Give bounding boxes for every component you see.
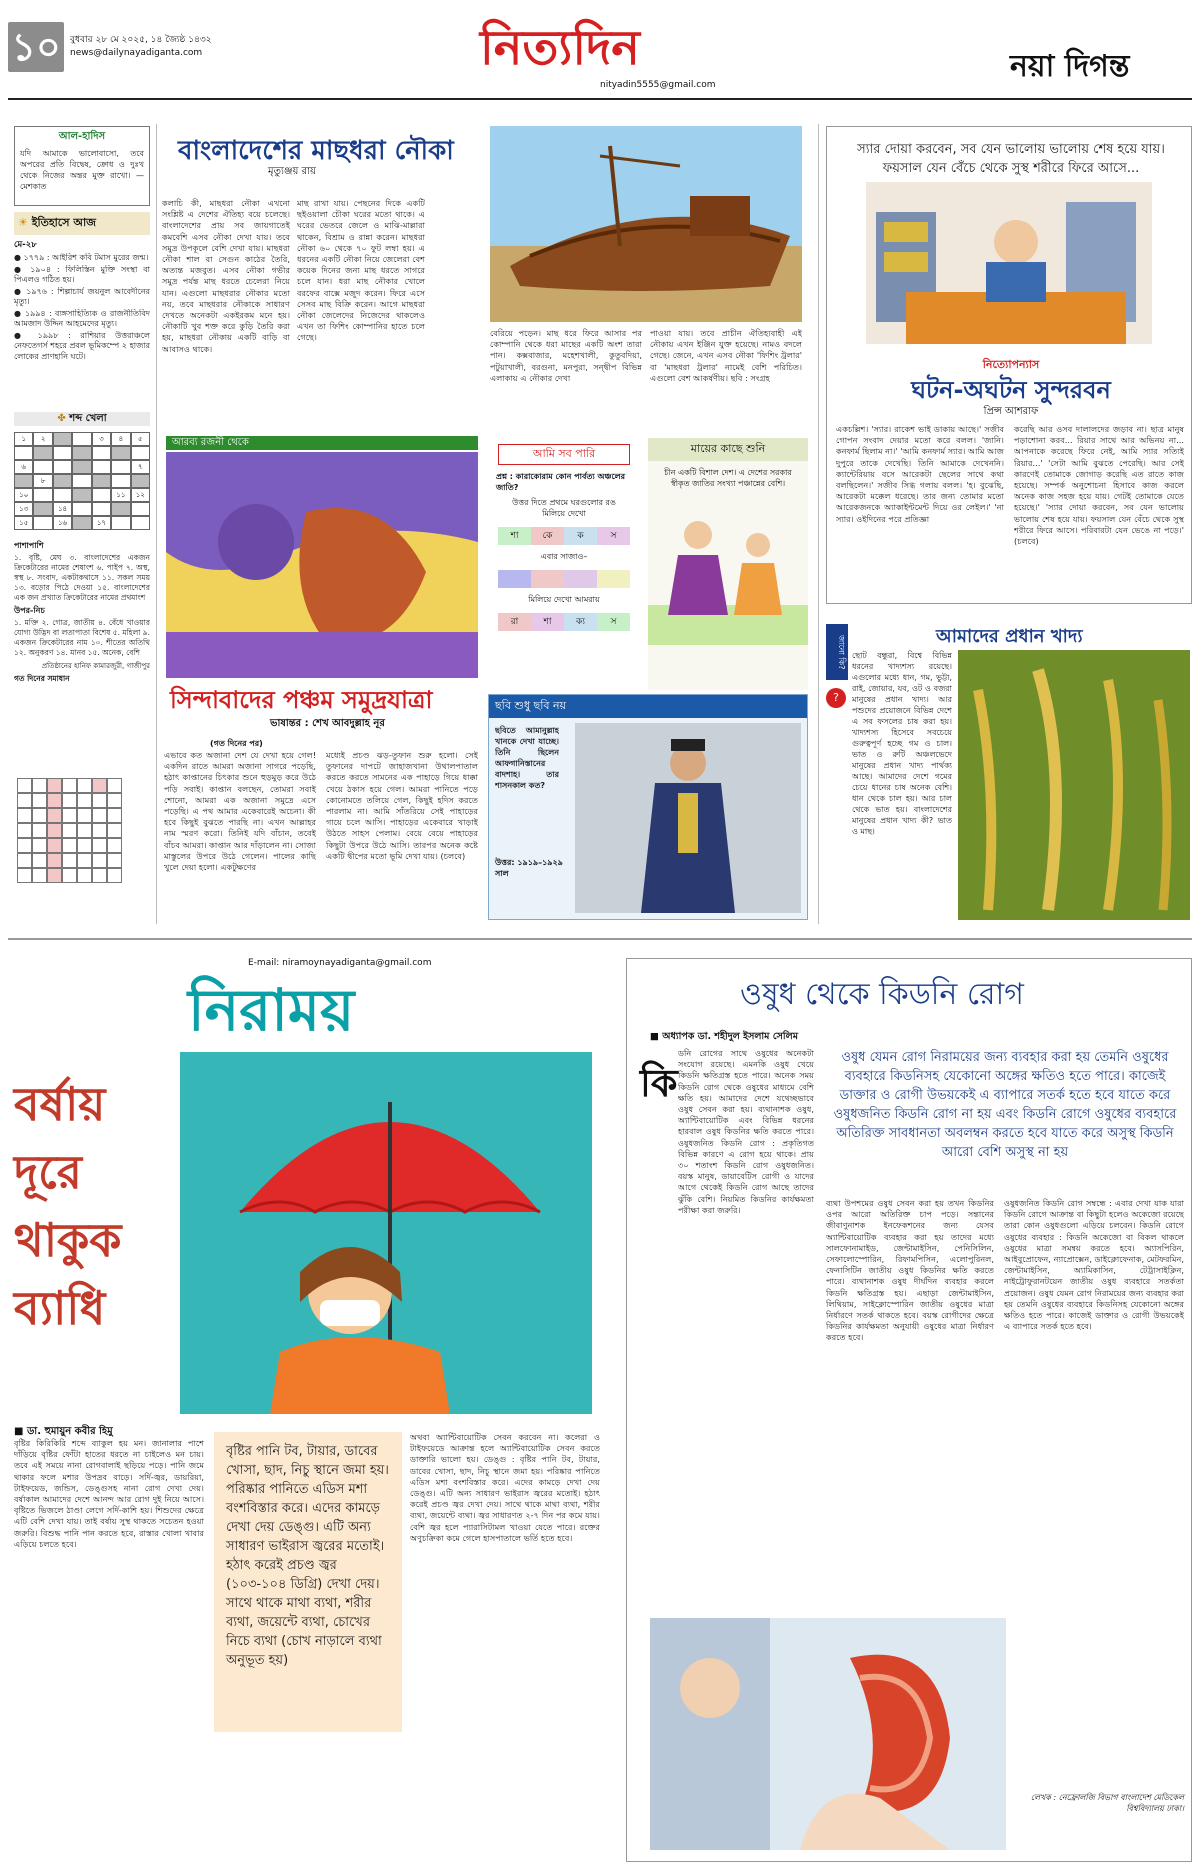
ami-question: প্রশ্ন : কারাকোরাম কোন পার্বত্য অঞ্চলের জাতি?	[496, 472, 626, 492]
solution-cell	[17, 868, 32, 883]
crossword-cell[interactable]	[72, 516, 91, 530]
crossword-cell[interactable]: ১৩	[14, 502, 33, 516]
story-tagline: স্যার দোয়া করবেন, সব যেন ভালোয় ভালোয় শেষ হয়ে যায়। ফয়সাল যেন বেঁচে থেকে সুস্থ শরীরে ফিরে আসে...	[857, 142, 1165, 176]
solution-cell	[62, 838, 77, 853]
crossword-cell[interactable]	[33, 502, 52, 516]
solution-cell	[47, 778, 62, 793]
solution-cell	[107, 793, 122, 808]
food-title: আমাদের প্রধান খাদ্য	[936, 626, 1083, 647]
date-line: বুধবার ২৮ মে ২০২৫, ১৪ জ্যৈষ্ঠ ১৪৩২	[70, 35, 212, 45]
story-title: ঘটন-অঘটন সুন্দরবন	[911, 376, 1111, 404]
wordplay-title: ✤ শব্দ খেলা	[14, 412, 150, 426]
history-item: ● ১৭৭৯ : আইরিশ কবি টমাস মুরের জন্ম।	[14, 253, 149, 262]
solution-cell	[107, 838, 122, 853]
solution-cell	[77, 838, 92, 853]
hadith-title: আল-হাদিস	[58, 131, 106, 142]
headline-line: বর্ষায়	[14, 1077, 106, 1131]
crossword-cell[interactable]: ১৪	[53, 502, 72, 516]
crossword-cell[interactable]	[92, 474, 111, 488]
crossword-cell[interactable]	[131, 502, 150, 516]
solution-cell	[17, 778, 32, 793]
solution-cell	[62, 793, 77, 808]
across-clues: ১. বৃষ্টি, মেঘ ৩. বাংলাদেশের একজন ক্রিকেটারের নামের শেষাংশ ৬. পাইপ ৭. অস্থ, স্বস্থ ৮. সংবাদ, একটাকথাসে ১১. সকল সময় ১৩. বড়োর পিঠে দেওয়া ১৫. বাংলাদেশের এক জন প্রখ্যাত ক্রিকেটারের নামের প্রথমাংশ	[14, 553, 150, 602]
crossword-cell[interactable]	[111, 460, 130, 474]
mayer-text: চীন একটি বিশাল দেশ। এ দেশের সরকার স্বীকৃত জাতির সংখ্যা পঞ্চান্নের বেশি।	[664, 468, 792, 488]
crossword-cell[interactable]	[53, 460, 72, 474]
solution-cell	[107, 823, 122, 838]
history-item: ● ১৯৯৪ : ব্যঙ্গসাহিত্যিক ও রাজনীতিবিদ আমজাদ উদ্দিন আহমেদের মৃত্যু।	[14, 308, 150, 328]
header-email[interactable]: news@dailynayadiganta.com	[70, 48, 203, 58]
crossword-cell[interactable]: ১২	[131, 488, 150, 502]
solution-cell	[107, 808, 122, 823]
boat-col1: কলাচি কী, মাছধরা নৌকা এখনো সংশ্লিষ্ট এ দেশের ঐতিহ্য বয়ে চলেছে। বাংলাদেশের প্রায় সব জায়গাতেই কমবেশি এসব নৌকা দেখা যায়। তবে সমুদ্র উপকূলে বেশি দেখা যায়। মাছধরা নৌকা শাল বা সেগুন কাঠের তৈরি, অত্যন্ত মজবুত। এসব নৌকা গভীর সমুদ্র পর্যন্ত মাছ ধরতে চেলেরা নিয়ে যান। এগুলো মাছধরার নৌকার মতো নয়, তবে মাছধরার নৌকাকে সাধারণ দেখতে অনেকটা একইরকম মনে হয়। নৌকাটি খুব শক্ত করে কুড়ি তৈরি করা হয়, মাছধরা নৌকায় একটি বাড়ি বা আবাসও থাকে।	[162, 198, 290, 354]
solution-cell	[32, 808, 47, 823]
ami-tag: আমি সব পারি	[498, 444, 630, 465]
ami-box	[488, 438, 640, 690]
crossword-cell[interactable]	[92, 446, 111, 460]
niramoy-col3: অথবা অ্যান্টিবায়োটিক সেবন করবেন না। কলেরা ও টাইফয়েডে আক্রান্ত হলে অ্যান্টিবায়োটিক সেবন করতে ডাক্তারি ভালো হয়। ডেঙ্গু : বৃষ্টির পানি টব, টায়ার, ডাবের খোসা, ছাদ, নিচু স্থানে জমা হয়। পরিষ্কার পানিতে এডিস মশা বংশবিস্তার করে। এদের কামড়ে দেখা দেয় ডেঙ্গু। এটি অন্য সাধারণ ভাইরাস জ্বরের মতোই। হঠাৎ করেই প্রচণ্ড জ্বর দেখা দেয়। সাথে থাকে মাথা ব্যথা, শরীর ব্যথা, জয়েন্টে ব্যথা। জ্বর সাধারণত ২-৭ দিন পর কমে যায়। বেশি জ্বর হলে প্যারাসিটামল খাওয়া যেতে পারে। রক্তের অণুচক্রিকা কমে গেলে হাসপাতালে ভর্তি হতে হবে।	[410, 1432, 600, 1543]
bulb-icon: ?	[826, 688, 846, 708]
ami-line2: এবার সাজাও–	[540, 552, 588, 561]
ami-cell: স	[597, 613, 630, 631]
boat-col2: মাছ রাখা যায়। পেছনের দিকে একটি ছইওয়ালা চৌকা ঘরের মতো থাকে। এ ঘরের ভেতরে জেলে ও মাঝি-মাল্লারা থাকেন, বিশ্রাম ও রান্না করেন। মাছধরা নৌকা ৬০ থেকে ৭০ ফুট লম্বা হয়। এ ধরনের একটি নৌকা নিয়ে জেলেরা বেশ কয়েক দিনের জন্য মাছ ধরতে সাগরে চলে যান। ধরা মাছ নৌকার খোলে বরফের বাক্সে মজুদ করেন। ফিরে এসে সেসব মাছ বিক্রি করেন। আগে মাছধরা নৌকা জেলেদের নিজেদের থাকলেও এখন তা ফিশিং কোম্পানির হাতে চলে গেছে।	[297, 198, 425, 343]
crossword-cell[interactable]	[72, 502, 91, 516]
solution-cell	[47, 808, 62, 823]
crossword-cell[interactable]: ১	[14, 432, 33, 446]
arabian-col2: মধ্যেই প্রচণ্ড ঝড়-তুফান শুরু হলো। সেই তুফানের দাপটে জাহাজখানা উথালপাতাল করতে করতে সামনের এক পাহাড়ে গিয়ে ধাক্কা খেয়ে ঠকাস হয়ে গেল। আমরা পানিতে পড়ে কোনোমতে তলিয়ে গেল, কিছুই হদিস করতে পারলাম না। আমি সাঁতরিয়ে সেই পাহাড়ের গায়ে চলে আসি। পাহাড়ের একেবারে খাড়াই উঠতে সাহস পেলাম। বেয়ে বেয়ে পাহাড়ের কিছুটা উপরে উঠে আসি। তারপর অনেক কষ্টে একটি দ্বীপের মতো ভূমি দেখা যায়। (চলবে)	[326, 750, 478, 861]
story-author: প্রিন্স আশরাফ	[983, 406, 1039, 417]
history-item: ● ১৯৯৮ : রাশিয়ার উত্তরাঞ্চলে নেফতেগর্স শহরে প্রবল ভূমিকম্পে ২ হাজার লোকের প্রাণহানি ঘটে।	[14, 330, 150, 361]
mayer-tag: মায়ের কাছে শুনি	[648, 438, 808, 461]
headline-line: থাকুক	[14, 1213, 122, 1267]
kidney-photo	[650, 1618, 1006, 1850]
solution-cell	[107, 778, 122, 793]
crossword-cell[interactable]	[92, 460, 111, 474]
headline-line: ব্যাধি	[14, 1281, 106, 1335]
solution-cell	[47, 838, 62, 853]
solution-cell	[62, 808, 77, 823]
crossword-cell[interactable]	[111, 474, 130, 488]
arabian-col1: এভাবে কত অজানা দেশ যে দেখা হয়ে গেল! একদিন রাতে আমরা অজানা সাগরে পড়েছি, হঠাৎ কাপ্তানের চিৎকার শুনে হুড়মুড় করে উঠে পড়ি সবাই। কাপ্তান বলছেন, তোমরা সবাই শোনো, আমরা এক অজানা সমুদ্রে এসে পড়েছি। এ পথ আমার একেবারেই অচেনা। কী হবে কিছুই বুঝতে পারছি না। এখন আল্লাহর নাম স্মরণ করো। তিনিই যদি বাঁচান, তবেই বাঁচব আমরা। কাপ্তান আর দাঁড়ালেন না। সোজা মাস্তুলের উপরে উঠে গেলেন। পালের কাছি খুলে দেয়া হলো। একটুক্ষণের	[164, 750, 316, 873]
flower-icon: ✤	[57, 413, 66, 424]
solution-cell	[92, 793, 107, 808]
arabian-title: সিন্দাবাদের পঞ্চম সমুদ্রযাত্রা	[170, 686, 433, 714]
history-title: ☀ ইতিহাসে আজ	[14, 212, 150, 235]
ami-instruction: উত্তর দিতে প্রথমে ঘরগুলোর রঙ মিলিয়ে দেখো	[512, 498, 616, 518]
solution-cell	[32, 823, 47, 838]
section-divider	[8, 938, 1192, 940]
across-title: পাশাপাশি	[14, 541, 44, 550]
solution-cell	[32, 853, 47, 868]
niramoy-title: নিরাময়	[188, 976, 355, 1044]
solution-cell	[47, 868, 62, 883]
crossword-cell[interactable]	[131, 516, 150, 530]
page-number: ১০	[8, 22, 64, 72]
solution-cell	[47, 853, 62, 868]
square-bullet-icon-2: ■	[650, 1031, 659, 1042]
crossword-cell[interactable]	[53, 488, 72, 502]
down-clues: ১. মক্তি ২. গোত্র, জাতীয় ৪. বেঁধে খাওয়ার যোগ্য উদ্ভিদ বা লতাপাতা বিশেষ ৫. মহিলা ৯. একজন ক্রিকেটারের নাম ১০. শীতের অতিথি ১২. অনুকরণ ১৪. মানব ১৫. অনেক, বেশি	[14, 618, 150, 657]
paper-logo: নয়া দিগন্ত	[1010, 49, 1130, 84]
crossword-cell[interactable]: ১০	[14, 488, 33, 502]
niramoy-email: E-mail: niramoynayadiganta@gmail.com	[248, 958, 432, 968]
history-item: ● ১৯০৪ : ফিলিস্তিন মুক্তি সংস্থা বা পিএলও গঠিত হয়।	[14, 264, 150, 284]
crossword-cell[interactable]: ১৬	[53, 516, 72, 530]
crossword-cell[interactable]	[53, 474, 72, 488]
ami-cell: রা	[498, 613, 531, 631]
ami-cell: ক	[564, 527, 597, 545]
ami-row1	[498, 527, 630, 545]
down-title: উপর-নিচ	[14, 606, 45, 615]
story-illustration	[866, 182, 1152, 344]
food-vertical-tag: জানো কি?	[826, 624, 848, 680]
history-list	[14, 253, 150, 362]
chobi-answer: উত্তর: ১৯১৯–১৯২৯ সাল	[495, 858, 563, 878]
crossword-cell[interactable]: ১১	[111, 488, 130, 502]
ami-row2	[498, 613, 630, 631]
niramoy-col1: বৃষ্টির কিরিকিরি শব্দে ব্যাকুল হয় মন। জানালার পাশে দাঁড়িয়ে বৃষ্টির ফোঁটা হাতের ধরতে না চাইলেও মন চায়। তবে এই সময়ে নানা রোগবালাই ছড়িয়ে পড়ে। পানি জমে থাকার ফলে মশার উপদ্রব বাড়ে। সর্দি-জ্বর, ডায়রিয়া, টাইফয়েড, জন্ডিস, ডেঙ্গুসহ নানা রোগ দেখা দেয়। বর্ষাকাল আমাদের দেশে আনন্দ আর রোগ দুই নিয়ে আসে। বৃষ্টিতে ভিজলে ঠাণ্ডা লেগে সর্দি-কাশি হয়। শিশুদের ক্ষেত্রে এটি বেশি দেখা যায়। তাই বর্ষায় সুস্থ থাকতে সচেতন হওয়া জরুরি। বিশুদ্ধ পানি পান করতে হবে, রাস্তার খোলা খাবার এড়িয়ে চলতে হবে।	[14, 1438, 204, 1549]
chobi-text: ছবিতে আমানুল্লাহ খানকে দেখা যাচ্ছে। তিনি ছিলেন আফগানিস্তানের বাদশাহ। তার শাসনকাল কত?	[495, 726, 559, 790]
crossword-cell[interactable]: ৮	[33, 474, 52, 488]
solution-cell	[92, 808, 107, 823]
arabian-illustration	[166, 452, 478, 678]
solution-cell	[32, 868, 47, 883]
crossword-cell[interactable]	[111, 516, 130, 530]
solution-cell	[32, 793, 47, 808]
section-title: নিত্যদিন	[480, 20, 640, 76]
niramoy-headline	[14, 1070, 174, 1342]
ami-cell: শা	[498, 527, 531, 545]
crossword-grid[interactable]	[14, 432, 150, 530]
crossword-cell[interactable]	[131, 474, 150, 488]
solution-cell	[92, 823, 107, 838]
composer: প্রতিষ্ঠানের হানিফ কামারজুরী, গাজীপুর	[41, 662, 150, 670]
rice-photo	[958, 650, 1190, 920]
solution-cell	[92, 868, 107, 883]
arabian-translator: ভাষান্তর : শেখ আবদুল্লাহ নূর	[270, 718, 385, 729]
solution-cell	[32, 838, 47, 853]
solution-cell	[77, 808, 92, 823]
solution-cell	[77, 853, 92, 868]
kidney-author: ■ অধ্যাপক ডা. শহীদুল ইসলাম সেলিম	[650, 1031, 798, 1042]
history-date: মে-২৮	[14, 240, 37, 250]
boat-photo	[490, 126, 802, 322]
hadith-text: যদি আমাকে ভালোবাসো, তবে অপরের প্রতি বিদ্বেষ, ক্রোধ ও দুঃখ থেকে নিজের অন্তর মুক্ত রাখো। —মেশকাত	[20, 149, 144, 191]
solution-cell	[107, 868, 122, 883]
solution-cell	[32, 778, 47, 793]
ami-color-strip	[498, 570, 630, 588]
food-text: ছোট বন্ধুরা, বিশ্বে বিভিন্ন ধরনের খাদ্যশস্য রয়েছে। এগুলোর মধ্যে ধান, গম, ভুট্টা, রাই, জোয়ার, যব, ওট ও বজরা মানুষের প্রধান খাদ্য। আর পশুদের প্রয়োজনে বিভিন্ন দেশে এ সব ফসলের চাষ করা হয়। খাদ্যশস্য হিসেবে সবচেয়ে গুরুত্বপূর্ণ হচ্ছে গম ও চাল। ভাত ও রুটি অঞ্চলভেদে মানুষের প্রধান খাদ্য পার্থক্য আছে। আমাদের দেশে গমের চেয়ে ধানের চাষ অনেক বেশি। ধান থেকে চাল হয়। আর চাল থেকে ভাত হয়। বাংলাদেশের মানুষের প্রধান খাদ্য কী? ভাত ও মাছ।	[852, 651, 952, 836]
crossword-cell[interactable]	[72, 460, 91, 474]
crossword-cell[interactable]	[72, 432, 91, 446]
children-illustration	[648, 495, 808, 645]
solution-cell	[62, 868, 77, 883]
col-divider	[156, 124, 157, 924]
umbrella-illustration	[180, 1052, 592, 1414]
crossword-cell[interactable]: ১৭	[92, 516, 111, 530]
header-rule	[8, 98, 1192, 100]
kidney-col2: ব্যথা উপশমের ওষুধ সেবন করা হয় তখন কিডনির ওপর আরো অতিরিক্ত চাপ পড়ে। সন্তানের জীবাণুনাশক ইনফেকশনের জন্য যেসব অ্যান্টিবায়োটিক ব্যবহার করা হয় তাদের মধ্যে সালফোনামাইড, জেন্টামাইসিন, পেনিসিলিন, সেফালোস্পোরিন, রিফামপিসিন, এলোপুরিনল, ফেনাসিটিন জাতীয় ওষুধ কিডনির ক্ষতি করতে পারে। ব্যথানাশক ওষুধ দীর্ঘদিন ব্যবহার করলে কিডনি ক্ষতিগ্রস্ত হয়। এছাড়া জেন্টামাইসিন, লিথিয়াম, সাইক্লোস্পোরিন জাতীয় ওষুধের মাত্রা নির্ধারণে সতর্ক থাকতে হবে। বয়স্ক রোগীদের ক্ষেত্রে কিডনির কার্যক্ষমতা অনুযায়ী ওষুধের মাত্রা নির্ধারণ করতে হবে।	[826, 1198, 994, 1343]
crossword-cell[interactable]	[92, 488, 111, 502]
crossword-cell[interactable]	[72, 446, 91, 460]
mayer-box	[648, 438, 808, 690]
crossword-cell[interactable]	[33, 460, 52, 474]
col-divider-2	[818, 124, 819, 924]
kidney-col1: ডনি রোগের সাথে ওষুধের অনেকটা সংযোগ রয়েছে। এমনকি ওষুধ খেয়ে কিডনি ক্ষতিগ্রস্ত হতে পারে। অনেক সময় কিডনি রোগ থেকে ওষুধের মাধ্যমে বেশি ক্ষতি হয়। আমাদের দেশে যথেচ্ছভাবে ওষুধ সেবন করা হয়। ব্যথানাশক ওষুধ, অ্যান্টিবায়োটিক এবং বিভিন্ন ধরনের হারবাল ওষুধ কিডনির ক্ষতি করতে পারে। ওষুধজনিত কিডনি রোগ : প্রকৃতিগত বিভিন্ন কারণে এ রোগ হয়ে থাকে। প্রায় ৩০ শতাংশ কিডনি রোগ ওষুধজনিত। বয়স্ক মানুষ, ডায়াবেটিস রোগী ও যাদের আগে থেকেই কিডনি রোগ আছে তাদের ঝুঁকি বেশি। নিয়মিত কিডনির কার্যক্ষমতা পরীক্ষা করা জরুরি।	[678, 1048, 814, 1215]
clues	[14, 540, 150, 686]
crossword-cell[interactable]: ৪	[111, 432, 130, 446]
ami-cell: ক্য	[564, 613, 597, 631]
crossword-cell[interactable]: ১৫	[14, 516, 33, 530]
crossword-cell[interactable]	[92, 502, 111, 516]
ami-cell: স	[597, 527, 630, 545]
crossword-cell[interactable]: ৩	[92, 432, 111, 446]
crossword-cell[interactable]	[53, 446, 72, 460]
kidney-footer: লেখক : নেফ্রোলজি বিভাগ বাংলাদেশ মেডিকেল বিশ্ববিদ্যালয় ঢাকা।	[1030, 1793, 1184, 1813]
crossword-cell[interactable]: ৬	[14, 460, 33, 474]
crossword-cell[interactable]	[33, 488, 52, 502]
ami-cell: শা	[531, 613, 564, 631]
crossword-cell[interactable]	[33, 516, 52, 530]
crossword-cell[interactable]	[53, 432, 72, 446]
section-email: nityadin5555@gmail.com	[600, 80, 716, 90]
story-col1: একচল্লিশ। 'স্যার। রাকেশ ভাই ডাকায় আছে।' সজীব গোপন সংবাদ দেয়ার মতো করে বলল। 'জানি। কনফার্ম ছিলাম না।' 'আমি কনফার্ম স্যার। আমি আজ দুপুরে তাকে দেখেছি। তিনি আমাকে দেখেননি। ক্যান্টেরিয়ায় বসে আরেকটা ছেলের সাথে কথা বলছিলেন।' সজীব সিগ্ধ গলায় বলল। 'হ। বুঝেছি, আরেকটা মক্কেল ধরেছে। তার জন্য তোমার মতো আরেকজনকে অ্যাকাইন্টমেন্ট দিয়ে ওর লেইল।' 'না স্যার। ওইদিনের পরে প্রতিজ্ঞা	[836, 424, 1004, 524]
solution-cell	[107, 853, 122, 868]
boat-title: বাংলাদেশের মাছধরা নৌকা	[178, 136, 454, 166]
crossword-cell[interactable]: ৭	[131, 460, 150, 474]
solution-cell	[62, 823, 77, 838]
crossword-cell[interactable]	[72, 488, 91, 502]
story-col2: করেছি আর ওসব দালালদের জড়াব না। ছাত্র মানুষ পড়াশোনা করব... রিয়ার সাথে আর অভিনয় না... আপনাকে করেছে ফিরে নেই, আমি স্যার সত্যিই রিয়ার...' 'সেটা আমি বুঝতে পেরেছি। আর সেই কারণেই তোমাকে জোগাড় করেছি এত রাতে কাজ হয়েছে। সম্পর্ক অনুশোচনা হিসাবে কাজ করলে অনেক কাজ সহজ হয়ে যায়। গেটই তোমাকে যেতে হয়েছে।' 'স্যার দোয়া করবেন, সব যেন ভালোয় ভালোয় শেষ হয়ে যায়। ফয়সাল যেন বেঁচে থেকে সুস্থ শরীরে ফিরে আসে। পরিবারটা যেন ভেঙে না পড়ে।' (চলবে)	[1014, 424, 1184, 547]
crossword-cell[interactable]	[14, 474, 33, 488]
prev-solution-title: গত দিনের সমাধান	[14, 674, 70, 683]
niramoy-author: ■ ডা. হুমায়ুন কবীর হিমু	[14, 1426, 113, 1437]
solution-cell	[92, 838, 107, 853]
chobi-tag: ছবি শুধু ছবি নয়	[489, 695, 807, 718]
solution-cell	[77, 823, 92, 838]
ami-line3: মিলিয়ে দেখো আমরায়	[528, 595, 600, 604]
solution-cell	[17, 838, 32, 853]
niramoy-quote: বৃষ্টির পানি টব, টায়ার, ডাবের খোসা, ছাদ, নিচু স্থানে জমা হয়। পরিষ্কার পানিতে এডিস মশা বংশবিস্তার করে। এদের কামড়ে দেখা দেয় ডেঙ্গু। এটি অন্য সাধারণ ভাইরাস জ্বরের মতোই। হঠাৎ করেই প্রচণ্ড জ্বর (১০৩-১০৪ ডিগ্রি) দেখা দেয়। সাথে থাকে মাথা ব্যথা, শরীর ব্যথা, জয়েন্টে ব্যথা, চোখের নিচে ব্যথা (চোখ নাড়ালে ব্যথা অনুভূত হয়)	[214, 1432, 402, 1732]
solution-cell	[77, 778, 92, 793]
chobi-box	[488, 694, 808, 920]
arabian-tag: আরব্য রজনী থেকে	[166, 436, 478, 450]
boat-col3: বেরিয়ে পড়েন। মাছ ধরে ফিরে আসার পর কোম্পানি থেকে ধরা মাছের একটি অংশ তারা পান। কক্সবাজার, মহেশখালী, কুতুবদিয়া, পটুয়াখালী, বরগুনা, মনপুরা, সন্দ্বীপ বিভিন্ন এলাকায় এ নৌকার দেখা	[490, 328, 642, 383]
kidney-dropcap: কি	[640, 1061, 678, 1105]
history-item: ● ১৯৭৬ : শিল্পাচার্য জয়নুল আবেদীনের মৃত্যু।	[14, 286, 150, 306]
solution-cell	[62, 778, 77, 793]
solution-cell	[77, 793, 92, 808]
story-series: নিত্যোপন্যাস	[982, 358, 1040, 371]
arabian-prev: (গত দিনের পর)	[210, 739, 263, 748]
ami-cell: কে	[531, 527, 564, 545]
square-bullet-icon: ■	[14, 1426, 24, 1437]
solution-cell	[17, 808, 32, 823]
solution-cell	[17, 853, 32, 868]
crossword-cell[interactable]	[14, 446, 33, 460]
crossword-cell[interactable]: ২	[33, 432, 52, 446]
crossword-cell[interactable]	[33, 446, 52, 460]
crossword-cell[interactable]	[131, 446, 150, 460]
history-box	[14, 212, 150, 363]
crossword-cell[interactable]	[111, 502, 130, 516]
solution-cell	[17, 823, 32, 838]
prev-solution-grid	[17, 778, 122, 883]
crossword-cell[interactable]	[72, 474, 91, 488]
solution-cell	[47, 823, 62, 838]
hadith-box	[14, 126, 150, 206]
kidney-col3: ওষুধজনিত কিডনি রোগ সম্বন্ধে : এবার দেখা যাক যারা কিডনি রোগে আক্রান্ত বা কিছুটা হলেও অকেজো রয়েছে তারা কোন ওষুধগুলো এড়িয়ে চলবেন। কিডনি রোগে ওষুধের ব্যবহার : কিডনি অকেজো বা বিকল থাকলে ওষুধের মাত্রা সমন্বয় করতে হবে। অ্যাসপিরিন, আইবুপ্রোফেন, ন্যাপ্রোক্সেন, ডাইক্লোফেনাক, মেটফরমিন, জেন্টামাইসিন, অ্যামিকাসিন, টেট্রাসাইক্লিন, নাইট্রোফুরানটয়েন জাতীয় ওষুধ ব্যবহারে সতর্কতা প্রয়োজন। ওষুধ যেমন রোগ নিরাময়ের জন্য ব্যবহার করা হয় তেমনি ওষুধের ব্যবহারে কিডনিসহ যেকোনো অঙ্গের ক্ষতিও হতে পারে। কাজেই ডাক্তার ও রোগী উভয়কেই এ ব্যাপারে সতর্ক হতে হবে।	[1004, 1198, 1184, 1332]
kidney-lead: ওষুধ যেমন রোগ নিরাময়ের জন্য ব্যবহার করা হয় তেমনি ওষুধের ব্যবহারে কিডনিসহ যেকোনো অঙ্গের ক্ষতিও হতে পারে। কাজেই ডাক্তার ও রোগী উভয়কেই এ ব্যাপারে সতর্ক হতে হবে যাতে করে ওষুধজনিত কিডনি রোগ না হয় এবং কিডনি রোগে ওষুধের ব্যবহারে অতিরিক্ত সাবধানতা অবলম্বন করতে হবে যাতে করে অসুস্থ কিডনি আরো বেশি অসুস্থ না হয়	[833, 1050, 1177, 1160]
solution-cell	[47, 793, 62, 808]
solution-cell	[17, 793, 32, 808]
boat-col4: পাওয়া যায়। তবে প্রাচীন ঐতিহ্যবাহী এই নৌকায় এখন ইঞ্জিন যুক্ত হয়েছে। নামও বদলে গেছে। জেনে, এখন এসব নৌকা 'ফিশিং ট্রলার' বা 'মাছধরা ট্রলার' নামেই বেশি পরিচিত। এগুলো বেশ আকর্ষণীয়। ছবি : সংগ্রহ	[650, 328, 802, 383]
solution-cell	[77, 868, 92, 883]
sun-icon: ☀	[18, 216, 28, 229]
solution-cell	[62, 853, 77, 868]
king-portrait	[575, 723, 801, 913]
solution-cell	[92, 778, 107, 793]
crossword-cell[interactable]: ৫	[131, 432, 150, 446]
headline-line: দূরে	[14, 1145, 82, 1199]
crossword-cell[interactable]	[111, 446, 130, 460]
solution-cell	[92, 853, 107, 868]
boat-author: মৃত্যুঞ্জয় রায়	[268, 166, 316, 177]
kidney-title: ওষুধ থেকে কিডনি রোগ	[740, 977, 1024, 1012]
